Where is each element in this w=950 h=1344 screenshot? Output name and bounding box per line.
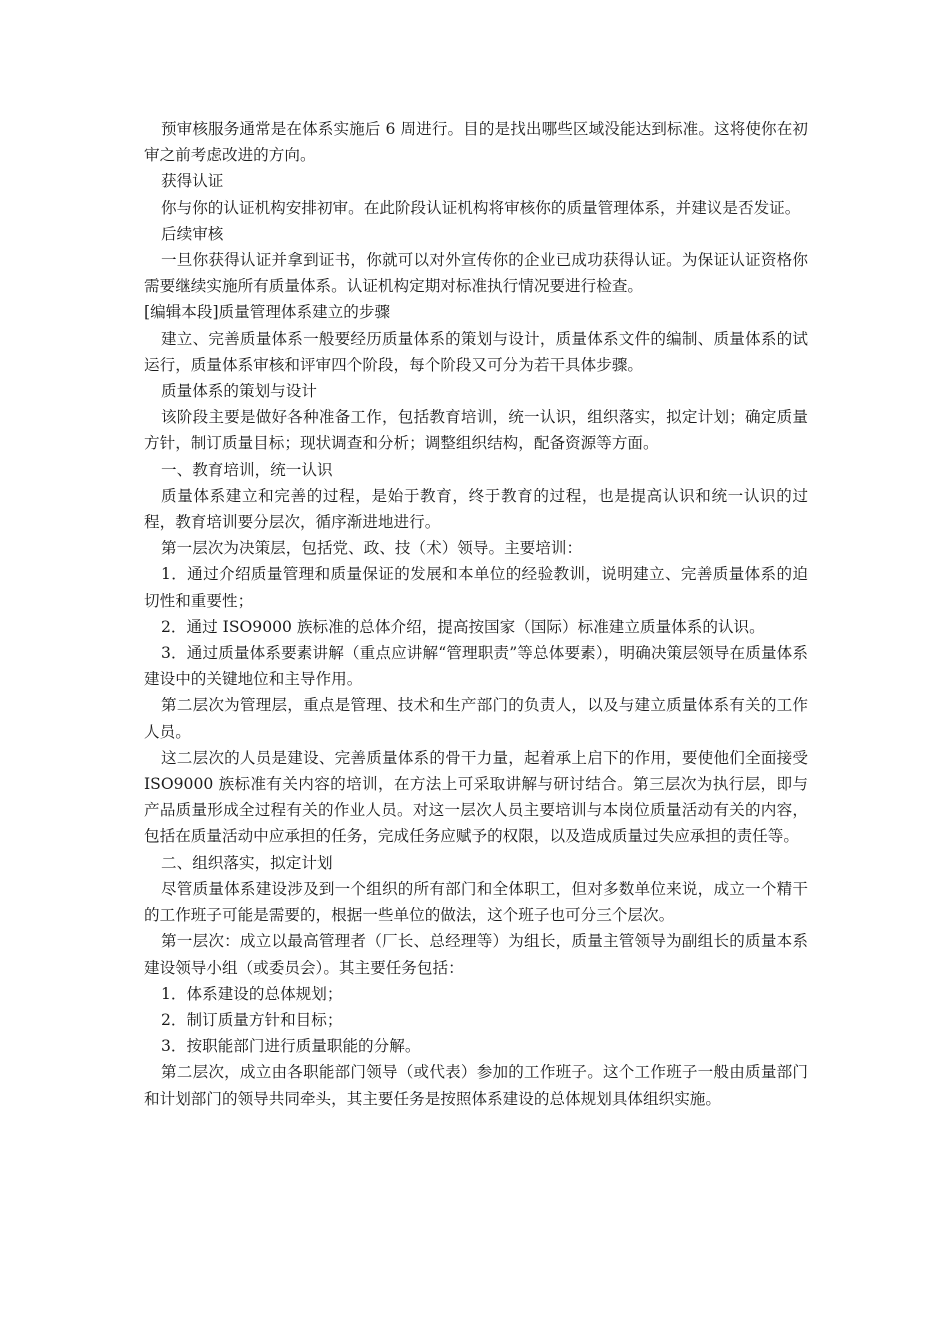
heading-get-certified: 获得认证: [161, 172, 224, 191]
paragraph-second-level: 第二层次，成立由各职能部门领导（或代表）参加的工作班子。这个工作班子一般由质量部门和计划部门的领导共同牵头，其主要任务是按照体系建设的总体规划具体组织实施。: [144, 1063, 808, 1108]
heading-follow-up-audit: 后续审核: [161, 224, 224, 243]
paragraph-follow-up: 一旦你获得认证并拿到证书，你就可以对外宣传你的企业已成功获得认证。为保证认证资格你需要继续实施所有质量体系。认证机构定期对标准执行情况要进行检查。: [144, 251, 808, 296]
list-item-policy-objectives: 2．制订质量方针和目标；: [161, 1010, 343, 1029]
paragraph-education-process: 质量体系建立和完善的过程，是始于教育，终于教育的过程，也是提高认识和统一认识的过程，教育培训要分层次，循序渐进地进行。: [144, 486, 808, 532]
paragraph-execution-layer: 这二层次的人员是建设、完善质量体系的骨干力量，起着承上启下的作用，要使他们全面接受 ISO9000 族标准有关内容的培训，在方法上可采取讲解与研讨结合。第三层次为执行层，即与产品质量形成全过程有关的作业人员。对这一层次人员主要培训与本岗位质量活动有关的内容，包括在质量活动中应承担的任务，完成任务应赋予的权限，以及造成质量过失应承担的责任等。: [144, 748, 808, 846]
heading-organize-plan: 二、组织落实，拟定计划: [161, 853, 333, 872]
paragraph-decision-layer: 第一层次为决策层，包括党、政、技（术）领导。主要培训：: [161, 539, 583, 558]
heading-education-training: 一、教育培训，统一认识: [161, 460, 333, 479]
paragraph-first-level: 第一层次：成立以最高管理者（厂长、总经理等）为组长，质量主管领导为副组长的质量本系建设领导小组（或委员会）。其主要任务包括：: [144, 932, 808, 977]
document-page: [144, 116, 808, 1112]
list-item-1: 1．通过介绍质量管理和质量保证的发展和本单位的经验教训，说明建立、完善质量体系的迫切性和重要性；: [144, 565, 808, 610]
list-item-function-decomposition: 3．按职能部门进行质量职能的分解。: [161, 1037, 421, 1056]
list-item-2: 2．通过 ISO9000 族标准的总体介绍，提高按国家（国际）标准建立质量体系的认识。: [161, 617, 765, 636]
paragraph-four-stages: 建立、完善质量体系一般要经历质量体系的策划与设计，质量体系文件的编制、质量体系的试运行，质量体系审核和评审四个阶段，每个阶段又可分为若干具体步骤。: [144, 329, 808, 374]
paragraph-management-layer: 第二层次为管理层，重点是管理、技术和生产部门的负责人，以及与建立质量体系有关的工作人员。: [144, 696, 808, 741]
paragraph-preparation: 该阶段主要是做好各种准备工作，包括教育培训，统一认识，组织落实，拟定计划；确定质量方针，制订质量目标；现状调查和分析；调整组织结构，配备资源等方面。: [144, 408, 808, 453]
paragraph-working-team: 尽管质量体系建设涉及到一个组织的所有部门和全体职工，但对多数单位来说，成立一个精干的工作班子可能是需要的，根据一些单位的做法，这个班子也可分三个层次。: [144, 879, 808, 925]
section-title-steps: [编辑本段]质量管理体系建立的步骤: [144, 303, 391, 322]
list-item-overall-plan: 1．体系建设的总体规划；: [161, 984, 343, 1003]
heading-planning-design: 质量体系的策划与设计: [161, 382, 317, 401]
paragraph-initial-audit: 你与你的认证机构安排初审。在此阶段认证机构将审核你的质量管理体系，并建议是否发证。: [161, 198, 801, 217]
paragraph-pre-audit: 预审核服务通常是在体系实施后 6 周进行。目的是找出哪些区域没能达到标准。这将使你在初审之前考虑改进的方向。: [144, 120, 808, 165]
list-item-3: 3．通过质量体系要素讲解（重点应讲解“管理职责”等总体要素），明确决策层领导在质量体系建设中的关键地位和主导作用。: [144, 644, 808, 689]
